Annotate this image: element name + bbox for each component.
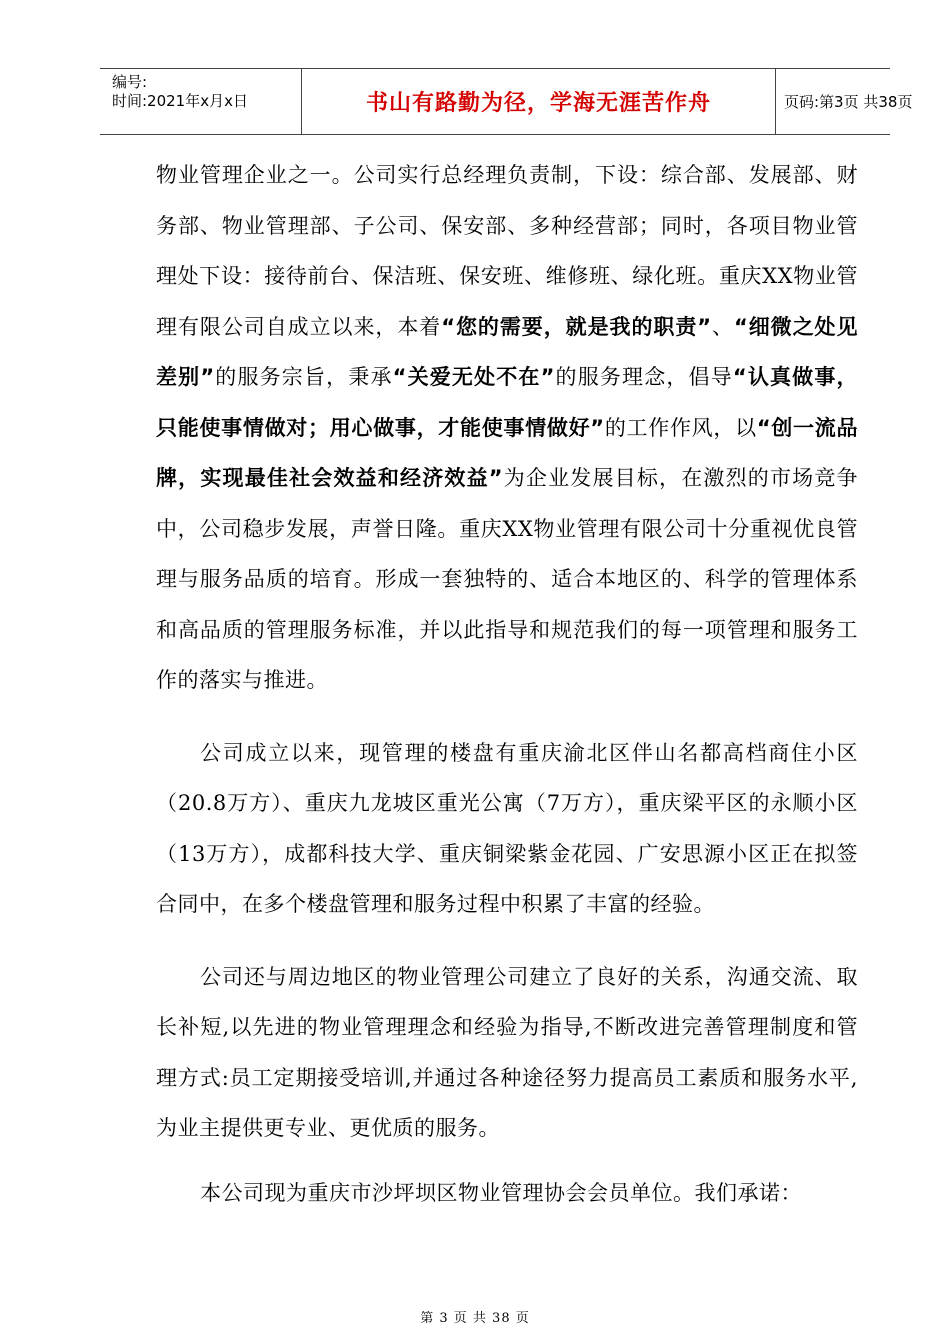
paragraph-3: 公司还与周边地区的物业管理公司建立了良好的关系，沟通交流、取长补短,以先进的物业管理理念和经验为指导,不断改进完善管理制度和管理方式:员工定期接受培训,并通过各种途径努力提高员工素质和服务水平,为业主提供更专业、更优质的服务。 [156, 964, 858, 1140]
header-motto: 书山有路勤为径，学海无涯苦作舟 [365, 91, 711, 116]
p1-bold-5: “创一流品牌，实现最佳社会效益和经济效益” [156, 415, 858, 490]
paragraph-2: 公司成立以来，现管理的楼盘有重庆渝北区伴山名都高档商住小区（20.8万方）、重庆九龙坡区重光公寓（7万方），重庆梁平区的永顺小区（13万方），成都科技大学、重庆铜梁紫金花园、广安思源小区正在拟签合同中，在多个楼盘管理和服务过程中积累了丰富的经验。 [156, 740, 858, 916]
paragraph-4: 本公司现为重庆市沙坪坝区物业管理协会会员单位。我们承诺： [200, 1180, 802, 1205]
serial-label: 编号: [112, 73, 148, 91]
header-page-label: 页码:第3页 共38页 [784, 93, 913, 111]
p1-bold-4: “认真做事，只能使事情做对；用心做事，才能使事情做好” [156, 365, 858, 440]
p1-bold-3: “关爱无处不在” [392, 365, 555, 389]
p1-text-4: 的服务理念，倡导 [554, 365, 733, 389]
p1-text-6: 为企业发展目标，在激烈的市场竞争中，公司稳步发展，声誉日隆。重庆XX物业管理有限公司十分重视优良管理与服务品质的培育。形成一套独特的、适合本地区的、科学的管理体系和高品质的管理服务标准，并以此指导和规范我们的每一项管理和服务工作的落实与推进。 [156, 466, 858, 692]
p1-text-5: 的工作作风，以 [604, 415, 757, 440]
paragraph-1 [156, 150, 858, 706]
p1-bold-1: “您的需要，就是我的职责” [441, 314, 712, 339]
p1-text-3: 的服务宗旨，秉承 [214, 365, 393, 389]
p1-text-2: 、 [711, 314, 734, 339]
p1-bold-2: “细微之处见差别” [156, 314, 859, 389]
header-meta [100, 69, 302, 134]
header-motto-cell [302, 69, 776, 134]
page-footer: 第 3 页 共 38 页 [420, 1311, 530, 1326]
p1-text-1: 物业管理企业之一。公司实行总经理负责制，下设：综合部、发展部、财务部、物业管理部、子公司、保安部、多种经营部；同时，各项目物业管理处下设：接待前台、保洁班、保安班、维修班、绿化班。重庆XX物业管理有限公司自成立以来，本着 [156, 163, 858, 339]
date-label: 时间:2021年x月x日 [112, 92, 248, 110]
document-body [156, 150, 858, 1218]
document-header [100, 68, 913, 135]
